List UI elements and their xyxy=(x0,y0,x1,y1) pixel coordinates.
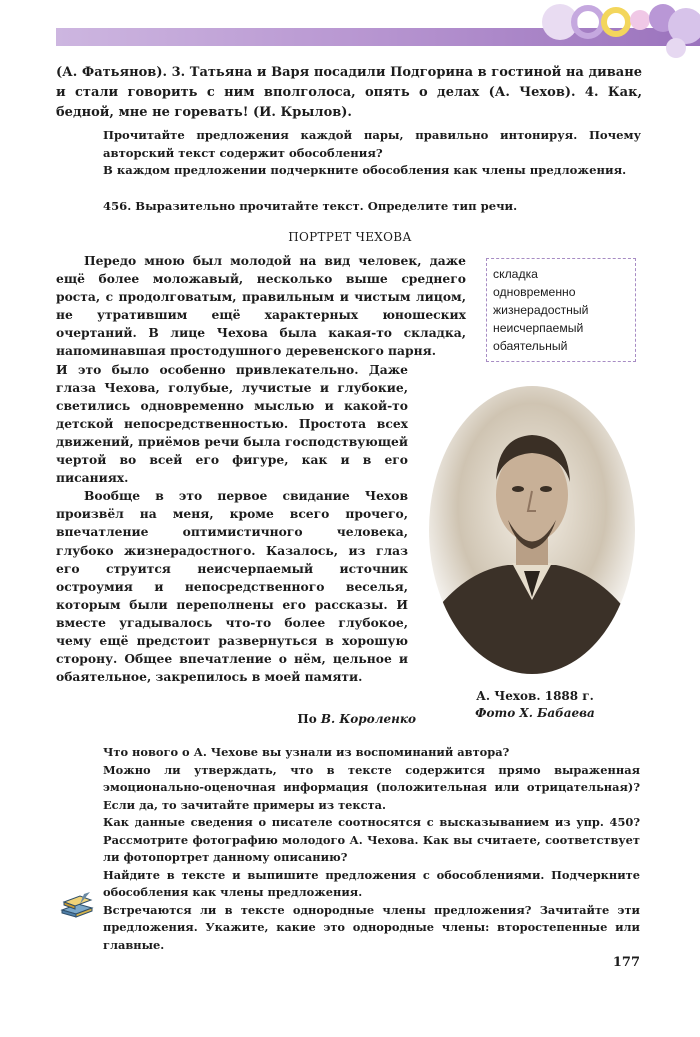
question: Можно ли утверждать, что в тексте содержится прямо выраженная эмоционально-оценочная информация (положительная или отрицательная)? Если да, то зачитайте примеры из текста. xyxy=(103,762,640,812)
author-name: В. Короленко xyxy=(320,712,416,726)
author-prefix: По xyxy=(297,712,317,726)
portrait-photo-icon xyxy=(428,385,636,675)
paragraph: Передо мною был молодой на вид человек, даже ещё более моложавый, несколько выше среднего роста, с продолговатым, правильным и чистым лицом, не утратившим ещё характерных юношеских очертаний. В лице Чехова была какая-то складка, напоминавшая простодушного деревенского парня. xyxy=(56,253,466,359)
task-456 xyxy=(103,198,633,215)
vocab-word: одновременно xyxy=(493,285,576,299)
paragraph: Вообще в это первое свидание Чехов произвёл на меня, кроме всего прочего, впечатление оптимистичного человека, глубоко жизнерадостного. Казалось, из глаз его струится неисчерпаемый источник остроумия и непосредственного веселья, которым были переполнены его рассказы. И вместе угадывалось что-то более глубокое, чему ещё предстоит развернуться в хорошую сторону. Общее впечатление о нём, цельное и обаятельное, закрепилось в моей памяти. xyxy=(56,488,408,685)
text-title: ПОРТРЕТ ЧЕХОВА xyxy=(288,230,412,244)
main-text xyxy=(56,252,466,686)
task-number: 456. xyxy=(103,199,132,213)
vocabulary-box xyxy=(486,258,636,362)
portrait-caption xyxy=(460,688,610,722)
book-stack-icon xyxy=(60,892,94,918)
vocab-word: неисчерпаемый xyxy=(493,321,584,335)
caption-line: А. Чехов. 1888 г. xyxy=(476,689,594,703)
instruction-line: Прочитайте предложения каждой пары, правильно интонируя. Почему авторский текст содержит обособления? xyxy=(103,128,641,160)
chekhov-portrait xyxy=(428,385,636,675)
question: Найдите в тексте и выпишите предложения с обособлениями. Подчеркните обособления как члены предложения. xyxy=(103,867,640,899)
decor-circles-icon xyxy=(500,0,700,60)
task-text: Выразительно прочитайте текст. Определите тип речи. xyxy=(135,199,518,213)
question: Встречаются ли в тексте однородные члены предложения? Зачитайте эти предложения. Укажите, какие это однородные члены: второстепенные или главные. xyxy=(103,902,640,952)
question: Что нового о А. Чехове вы узнали из воспоминаний автора? xyxy=(103,745,510,759)
questions-block xyxy=(103,744,640,954)
caption-photographer: Фото Х. Бабаева xyxy=(475,706,595,720)
exercise-instructions xyxy=(103,127,641,180)
vocab-word: жизнерадостный xyxy=(493,303,589,317)
continued-exercise-text: (А. Фатьянов). 3. Татьяна и Варя посадили Подгорина в гостиной на диване и стали говорить с ним вполголоса, опять о делах (А. Чехов). 4. Как, бедной, мне не горевать! (И. Крылов). xyxy=(56,65,642,120)
vocab-word: складка xyxy=(493,267,538,281)
text-author xyxy=(286,711,416,727)
paragraph: И это было особенно привлекательно. Даже глаза Чехова, голубые, лучистые и глубокие, светились одновременно мыслью и какой-то детской непосредственностью. Простота всех движений, приёмов речи была господствующей чертой во всей его фигуре, как и в его писаниях. xyxy=(56,361,408,486)
vocab-word: обаятельный xyxy=(493,339,568,353)
instruction-line: В каждом предложении подчеркните обособления как члены предложения. xyxy=(103,163,627,177)
question: Как данные сведения о писателе соотносятся с высказыванием из упр. 450? Рассмотрите фотографию молодого А. Чехова. Как вы считаете, соответствует ли фотопортрет данному описанию? xyxy=(103,815,640,864)
page-number: 177 xyxy=(612,955,640,970)
